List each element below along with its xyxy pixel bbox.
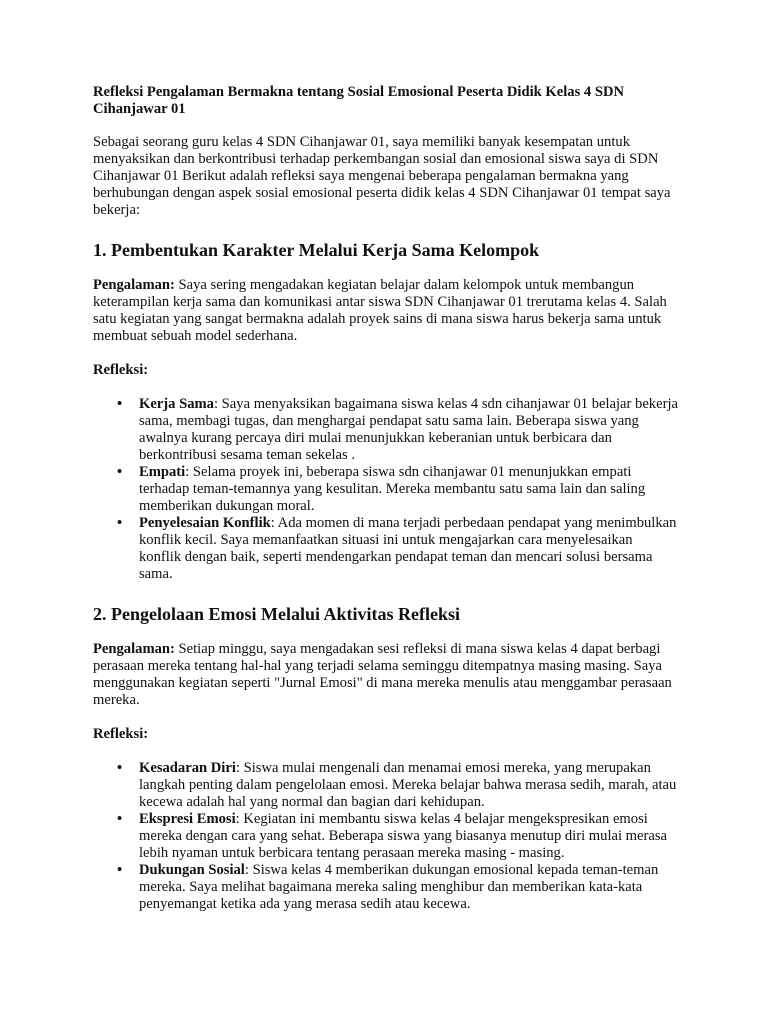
list-item — [117, 464, 678, 515]
item-text: : Ada momen di mana terjadi perbedaan pendapat yang menimbulkan konflik kecil. Saya memanfaatkan situasi ini untuk mengajarkan cara menyelesaikan konflik dengan baik, seperti mendengarkan pendapat teman dan mencari solusi bersama sama. — [139, 515, 677, 582]
bullet-icon: • — [117, 464, 123, 480]
item-text: : Kegiatan ini membantu siswa kelas 4 belajar mengekspresikan emosi mereka dengan cara yang sehat. Beberapa siswa yang biasanya menutup diri mulai merasa lebih nyaman untuk berbicara tentang perasaan mereka masing - masing. — [139, 811, 668, 861]
item-term: Kerja Sama — [139, 396, 214, 412]
item-term: Kesadaran Diri — [139, 760, 236, 776]
experience-paragraph — [93, 641, 678, 709]
item-term: Empati — [139, 464, 186, 480]
reflection-list — [93, 396, 678, 583]
bullet-icon: • — [117, 862, 123, 878]
section-heading: 2. Pengelolaan Emosi Melalui Aktivitas Refleksi — [93, 604, 460, 624]
intro-paragraph: Sebagai seorang guru kelas 4 SDN Cihanjawar 01, saya memiliki banyak kesempatan untuk menyaksikan dan berkontribusi terhadap perkembangan sosial dan emosional siswa saya di SDN Cihanjawar 01 Berikut adalah refleksi saya mengenai beberapa pengalaman bermakna yang berhubungan dengan aspek sosial emosional peserta didik kelas 4 SDN Cihanjawar 01 tempat saya bekerja: — [93, 134, 671, 218]
section-heading: 1. Pembentukan Karakter Melalui Kerja Sama Kelompok — [93, 240, 540, 260]
experience-label: Pengalaman: — [93, 641, 175, 657]
item-text: : Selama proyek ini, beberapa siswa sdn cihanjawar 01 menunjukkan empati terhadap teman-temannya yang kesulitan. Mereka membantu satu sama lain dan saling memberikan dukungan moral. — [139, 464, 646, 514]
item-term: Dukungan Sosial — [139, 862, 245, 878]
item-text: : Siswa mulai mengenali dan menamai emosi mereka, yang merupakan langkah penting dalam pengelolaan emosi. Mereka belajar bahwa merasa sedih, marah, atau kecewa adalah hal yang normal dan bagian dari kehidupan. — [139, 760, 677, 810]
experience-paragraph — [93, 277, 678, 345]
list-item — [117, 760, 678, 811]
bullet-icon: • — [117, 811, 123, 827]
reflection-label: Refleksi: — [93, 362, 149, 378]
list-item — [117, 811, 678, 862]
reflection-list — [93, 760, 678, 913]
experience-text: Saya sering mengadakan kegiatan belajar dalam kelompok untuk membangun keterampilan kerja sama dan komunikasi antar siswa SDN Cihanjawar 01 trerutama kelas 4. Salah satu kegiatan yang sangat bermakna adalah proyek sains di mana siswa harus bekerja sama untuk membuat sebuah model sederhana. — [93, 277, 667, 344]
list-item — [117, 862, 678, 913]
bullet-icon: • — [117, 760, 123, 776]
list-item — [117, 515, 678, 583]
item-text: : Saya menyaksikan bagaimana siswa kelas 4 sdn cihanjawar 01 belajar bekerja sama, membagi tugas, dan menghargai pendapat satu sama lain. Beberapa siswa yang awalnya kurang percaya diri mulai menunjukkan keberanian untuk berbicara dan berkontribusi sesama teman sekelas . — [139, 396, 678, 463]
reflection-label: Refleksi: — [93, 726, 149, 742]
experience-text: Setiap minggu, saya mengadakan sesi refleksi di mana siswa kelas 4 dapat berbagi perasaan mereka tentang hal-hal yang terjadi selama seminggu ditempatnya masing masing. Saya menggunakan kegiatan seperti "Jurnal Emosi" di mana mereka menulis atau menggambar perasaan mereka. — [93, 641, 672, 708]
experience-label: Pengalaman: — [93, 277, 175, 293]
bullet-icon: • — [117, 515, 123, 531]
item-term: Ekspresi Emosi — [139, 811, 236, 827]
item-text: : Siswa kelas 4 memberikan dukungan emosional kepada teman-teman mereka. Saya melihat bagaimana mereka saling menghibur dan memberikan kata-kata penyemangat ketika ada yang merasa sedih atau kecewa. — [139, 862, 659, 912]
item-term: Penyelesaian Konflik — [139, 515, 271, 531]
bullet-icon: • — [117, 396, 123, 412]
document-page — [93, 84, 678, 930]
document-title: Refleksi Pengalaman Bermakna tentang Sosial Emosional Peserta Didik Kelas 4 SDN Cihanjawar 01 — [93, 84, 625, 117]
list-item — [117, 396, 678, 464]
